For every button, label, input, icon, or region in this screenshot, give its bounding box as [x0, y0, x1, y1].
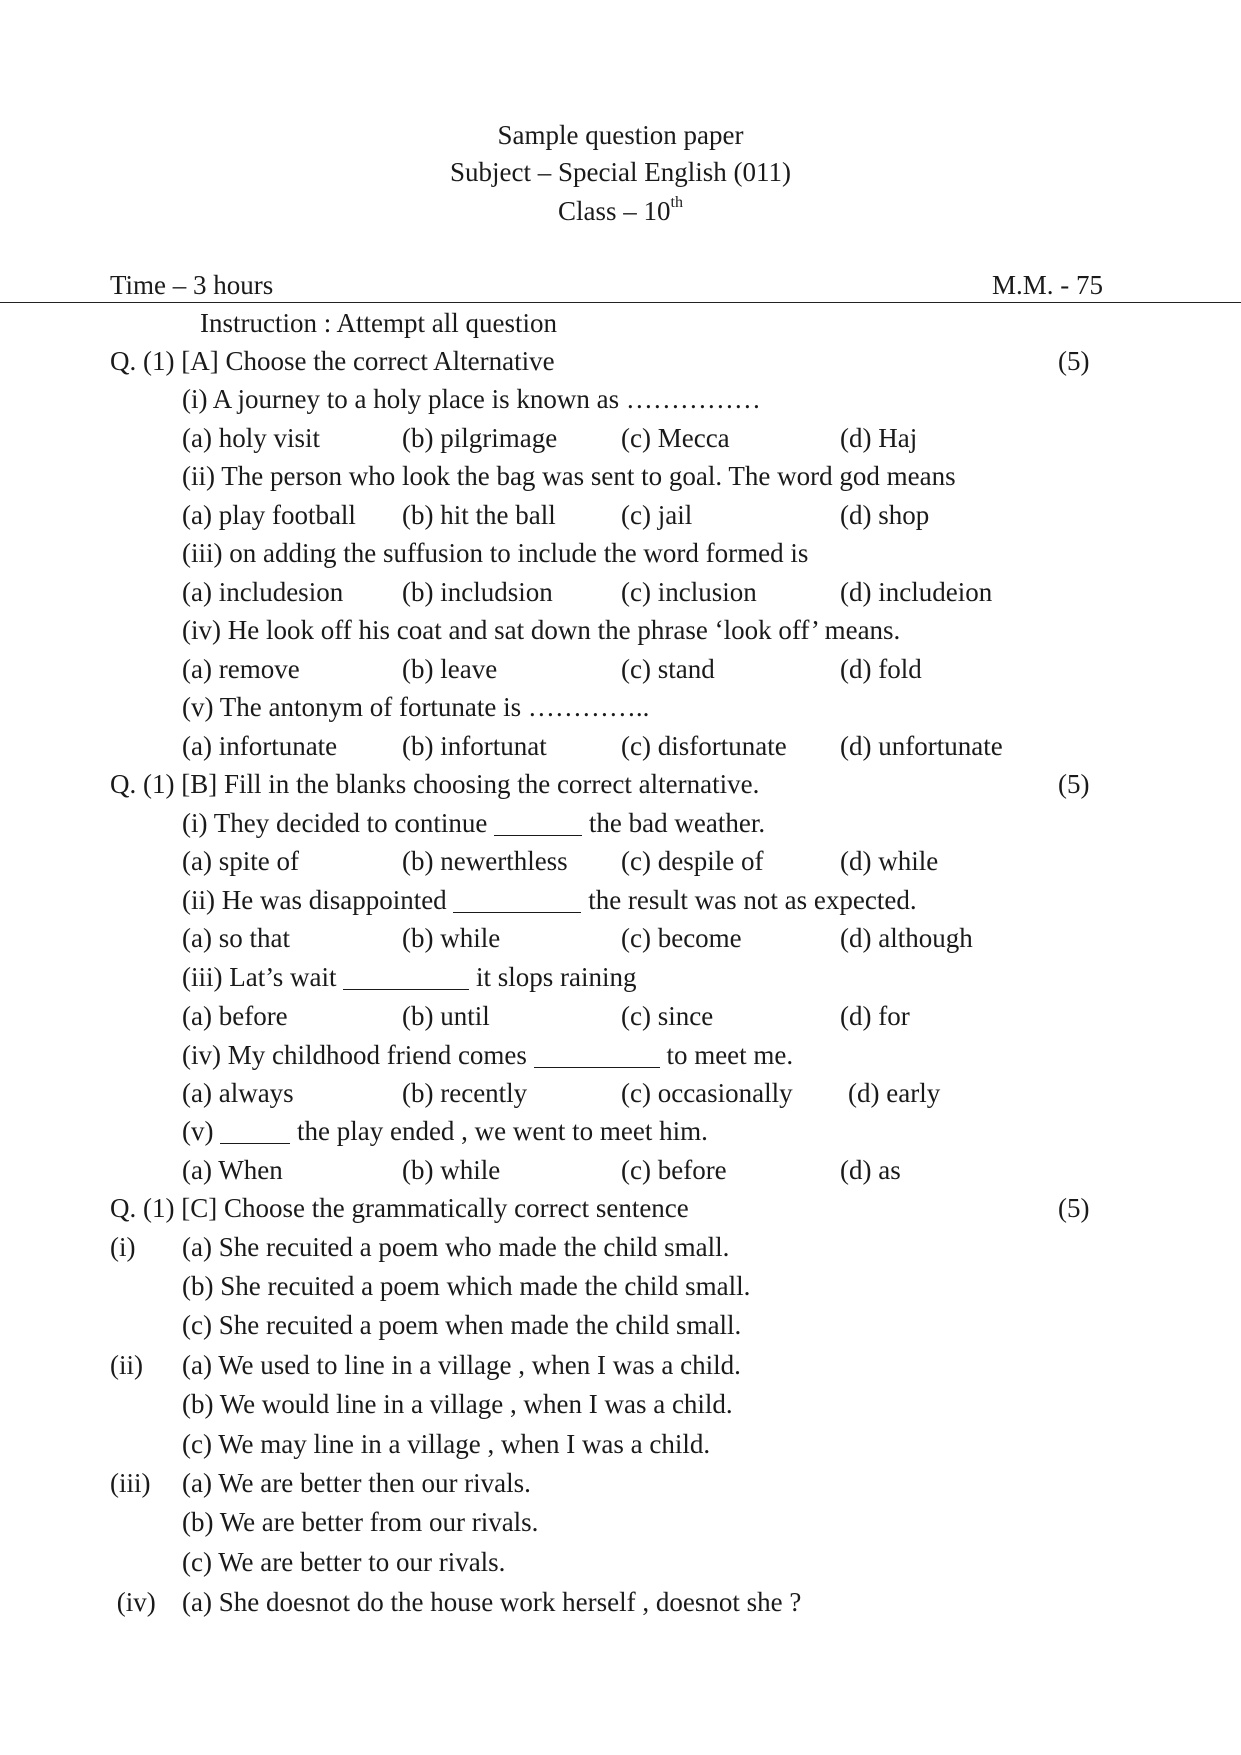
b-q2-stem [182, 885, 917, 916]
time-allowed: Time – 3 hours [110, 270, 274, 300]
a-q5-option-c: (c) disfortunate [621, 731, 787, 761]
b-q4-stem-end: to meet me. [659, 1040, 794, 1070]
a-q3-option-d: (d) includeion [840, 577, 993, 607]
paper-subject: Subject – Special English (011) [450, 157, 791, 187]
b-q1-stem-end: the bad weather. [582, 808, 766, 838]
b-q5-option-a: (a) When [182, 1155, 283, 1185]
a-q2-option-a: (a) play football [182, 500, 356, 530]
b-q4-option-d: (d) early [848, 1078, 941, 1108]
b-q5-option-d: (d) as [840, 1155, 901, 1185]
a-q5-option-b: (b) infortunat [402, 731, 547, 761]
b-q2-option-b: (b) while [402, 923, 501, 953]
b-q4-stem-start: (iv) My childhood friend comes [182, 1040, 534, 1070]
c-group3-option-a: (a) We are better then our rivals. [182, 1468, 531, 1498]
maximum-marks: M.M. - 75 [992, 270, 1104, 300]
instruction: Instruction : Attempt all question [200, 308, 557, 338]
a-q3-stem: (iii) on adding the suffusion to include the word formed is [182, 538, 809, 568]
b-q3-stem-start: (iii) Lat’s wait [182, 962, 344, 992]
b-q4-option-a: (a) always [182, 1078, 294, 1108]
b-q1-option-d: (d) while [840, 846, 939, 876]
a-q2-option-d: (d) shop [840, 500, 930, 530]
c-group2-option-a: (a) We used to line in a village , when I was a child. [182, 1350, 741, 1380]
c-group3-option-c: (c) We are better to our rivals. [182, 1547, 506, 1577]
b-q3-option-d: (d) for [840, 1001, 910, 1031]
b-q1-option-a: (a) spite of [182, 846, 299, 876]
b-q2-option-a: (a) so that [182, 923, 290, 953]
a-q4-option-d: (d) fold [840, 654, 922, 684]
section-c-heading: Q. (1) [C] Choose the grammatically correct sentence [110, 1193, 689, 1223]
paper-class [0, 194, 1241, 227]
b-q2-option-d: (d) although [840, 923, 973, 953]
b-q5-option-c: (c) before [621, 1155, 727, 1185]
c-group3-option-b: (b) We are better from our rivals. [182, 1507, 539, 1537]
b-q3-stem [182, 962, 636, 993]
a-q4-option-c: (c) stand [621, 654, 715, 684]
a-q4-option-b: (b) leave [402, 654, 498, 684]
answer-blank [220, 1119, 290, 1144]
c-group4-option-a: (a) She doesnot do the house work herself , doesnot she ? [182, 1587, 802, 1617]
b-q4-stem [182, 1040, 793, 1071]
section-a-heading: Q. (1) [A] Choose the correct Alternative [110, 346, 555, 376]
a-q2-option-c: (c) jail [621, 500, 693, 530]
b-q3-option-b: (b) until [402, 1001, 490, 1031]
b-q1-option-b: (b) newerthless [402, 846, 568, 876]
c-group2-option-c: (c) We may line in a village , when I was a child. [182, 1429, 711, 1459]
answer-blank [453, 888, 581, 913]
b-q2-stem-start: (ii) He was disappointed [182, 885, 454, 915]
b-q2-option-c: (c) become [621, 923, 742, 953]
answer-blank [494, 811, 582, 836]
a-q1-stem: (i) A journey to a holy place is known as …………… [182, 384, 761, 414]
section-c-marks: (5) [1058, 1193, 1090, 1223]
a-q1-option-a: (a) holy visit [182, 423, 320, 453]
b-q5-stem [182, 1116, 708, 1147]
a-q5-option-d: (d) unfortunate [840, 731, 1003, 761]
b-q4-option-c: (c) occasionally [621, 1078, 793, 1108]
c-group1-option-c: (c) She recuited a poem when made the child small. [182, 1310, 742, 1340]
c-group2-label: (ii) [110, 1350, 143, 1380]
b-q5-stem-end: the play ended , we went to meet him. [290, 1116, 708, 1146]
b-q3-option-c: (c) since [621, 1001, 714, 1031]
c-group1-option-a: (a) She recuited a poem who made the child small. [182, 1232, 730, 1262]
class-superscript: th [670, 194, 683, 211]
b-q5-option-b: (b) while [402, 1155, 501, 1185]
paper-title: Sample question paper [497, 120, 744, 150]
c-group4-label: (iv) [110, 1587, 156, 1617]
b-q1-stem [182, 808, 765, 839]
b-q5-stem-start: (v) [182, 1116, 221, 1146]
answer-blank [343, 965, 469, 990]
b-q2-stem-end: the result was not as expected. [581, 885, 917, 915]
a-q2-stem: (ii) The person who look the bag was sent to goal. The word god means [182, 461, 956, 491]
answer-blank [534, 1043, 660, 1068]
class-text: Class – 10 [558, 196, 671, 226]
b-q3-stem-end: it slops raining [469, 962, 637, 992]
a-q4-stem: (iv) He look off his coat and sat down the phrase ‘look off’ means. [182, 615, 901, 645]
a-q4-option-a: (a) remove [182, 654, 300, 684]
a-q1-option-d: (d) Haj [840, 423, 918, 453]
section-b-marks: (5) [1058, 769, 1090, 799]
c-group1-label: (i) [110, 1232, 136, 1262]
a-q5-option-a: (a) infortunate [182, 731, 338, 761]
b-q1-stem-start: (i) They decided to continue [182, 808, 495, 838]
a-q3-option-a: (a) includesion [182, 577, 344, 607]
a-q3-option-b: (b) includsion [402, 577, 553, 607]
c-group1-option-b: (b) She recuited a poem which made the child small. [182, 1271, 751, 1301]
b-q4-option-b: (b) recently [402, 1078, 528, 1108]
a-q1-option-c: (c) Mecca [621, 423, 730, 453]
header-divider [0, 302, 1241, 303]
a-q5-stem: (v) The antonym of fortunate is ………….. [182, 692, 650, 722]
section-a-marks: (5) [1058, 346, 1090, 376]
section-b-heading: Q. (1) [B] Fill in the blanks choosing the correct alternative. [110, 769, 760, 799]
a-q2-option-b: (b) hit the ball [402, 500, 556, 530]
c-group3-label: (iii) [110, 1468, 151, 1498]
a-q1-option-b: (b) pilgrimage [402, 423, 558, 453]
a-q3-option-c: (c) inclusion [621, 577, 757, 607]
b-q1-option-c: (c) despile of [621, 846, 764, 876]
c-group2-option-b: (b) We would line in a village , when I was a child. [182, 1389, 733, 1419]
b-q3-option-a: (a) before [182, 1001, 288, 1031]
